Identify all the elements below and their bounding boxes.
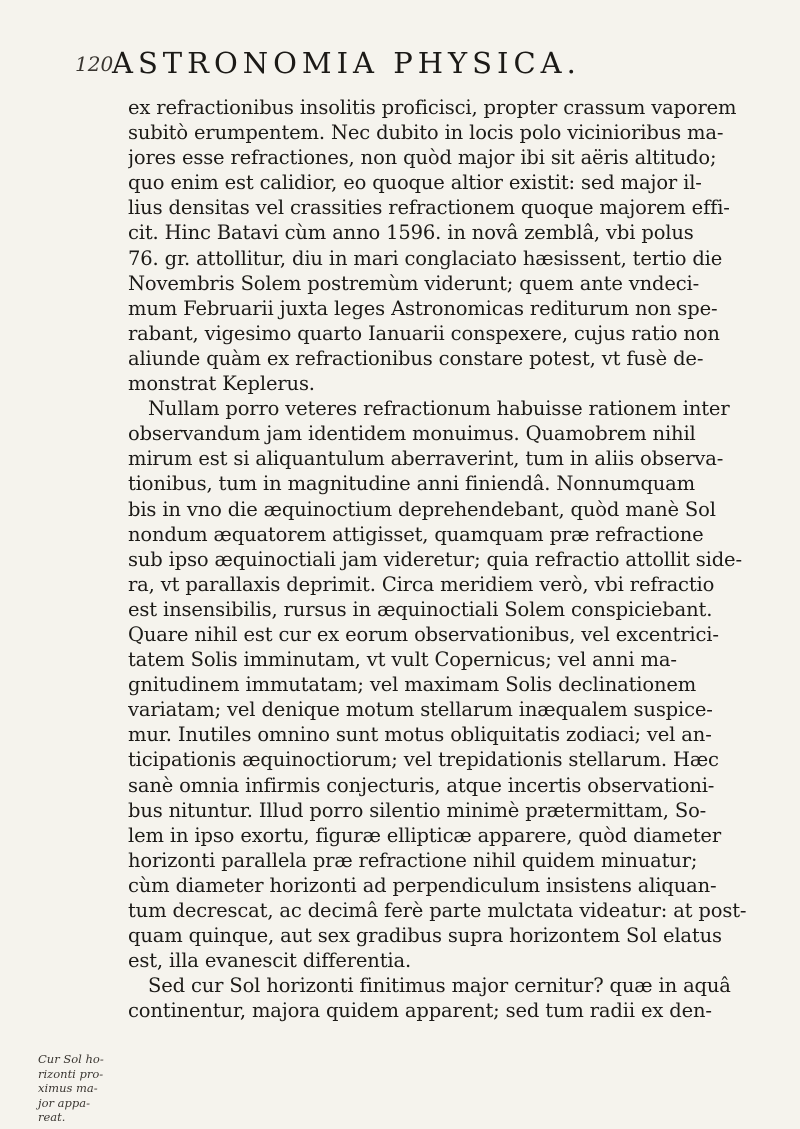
marginal-note-line: Cur Sol ho- <box>38 1052 104 1066</box>
text-line: est, illa evanescit differentia. <box>128 949 412 973</box>
text-line: cùm diameter horizonti ad perpendiculum insistens aliquan- <box>128 873 717 897</box>
text-line: jores esse refractiones, non quòd major ibi sit aëris altitudo; <box>128 146 717 170</box>
text-line: est insensibilis, rursus in æquinoctiali Solem conspiciebant. <box>128 597 713 621</box>
text-line: quo enim est calidior, eo quoque altior existit: sed major il- <box>128 171 702 195</box>
text-line: nondum æquatorem attigisset, quamquam præ refractione <box>128 522 704 546</box>
text-line: 76. gr. attollitur, diu in mari conglaciato hæsissent, tertio die <box>128 246 723 270</box>
text-line: Quare nihil est cur ex eorum observationibus, vel excentrici- <box>128 622 719 646</box>
marginal-note-line: jor appa- <box>38 1095 90 1110</box>
text-line: aliunde quàm ex refractionibus constare potest, vt fusè de- <box>128 346 704 370</box>
text-line: sanè omnia infirmis conjecturis, atque incertis observationi- <box>128 773 715 797</box>
text-line: quam quinque, aut sex gradibus supra horizontem Sol elatus <box>128 924 722 948</box>
page-number: 120 <box>75 52 114 76</box>
paragraph-start-line: Nullam porro veteres refractionum habuisse rationem inter <box>148 397 730 421</box>
marginal-note <box>38 1052 128 1125</box>
text-line: cit. Hinc Batavi cùm anno 1596. in novâ zemblâ, vbi polus <box>128 221 694 245</box>
paragraph-start-line: Sed cur Sol horizonti finitimus major cernitur? quæ in aquâ <box>148 974 731 998</box>
text-line: bus nituntur. Illud porro silentio minimè prætermittam, So- <box>128 798 707 822</box>
text-line: mur. Inutiles omnino sunt motus obliquitatis zodiaci; vel an- <box>128 723 712 747</box>
text-line: rabant, vigesimo quarto Ianuarii conspexere, cujus ratio non <box>128 321 720 345</box>
text-line: lem in ipso exortu, figuræ ellipticæ apparere, quòd diameter <box>128 823 721 847</box>
text-line: ex refractionibus insolitis proficisci, propter crassum vaporem <box>128 96 737 119</box>
text-line: observandum jam identidem monuimus. Quamobrem nihil <box>128 422 696 446</box>
marginal-note-line: reat. <box>38 1110 66 1124</box>
text-line: tionibus, tum in magnitudine anni finiendâ. Nonnumquam <box>128 472 695 496</box>
text-line: lius densitas vel crassities refractionem quoque majorem effi- <box>128 196 730 220</box>
marginal-note-line: rizonti pro- <box>38 1066 104 1081</box>
text-line: gnitudinem immutatam; vel maximam Solis declinationem <box>128 673 697 697</box>
running-head: ASTRONOMIA PHYSICA. <box>112 46 581 80</box>
text-line: mum Februarii juxta leges Astronomicas rediturum non spe- <box>128 296 718 320</box>
marginal-note-line: ximus ma- <box>38 1081 98 1095</box>
text-line: ticipationis æquinoctiorum; vel trepidationis stellarum. Hæc <box>128 748 719 772</box>
text-line: Novembris Solem postremùm viderunt; quem ante vndeci- <box>128 271 700 295</box>
body-text <box>128 95 768 1023</box>
text-line: tatem Solis imminutam, vt vult Copernicus; vel anni ma- <box>128 648 677 672</box>
text-line: bis in vno die æquinoctium deprehendebant, quòd manè Sol <box>128 497 716 521</box>
text-line: ra, vt parallaxis deprimit. Circa meridiem verò, vbi refractio <box>128 572 715 596</box>
text-line: tum decrescat, ac decimâ ferè parte mulctata videatur: at post- <box>128 899 747 922</box>
text-line: monstrat Keplerus. <box>128 372 315 396</box>
text-line: subitò erumpentem. Nec dubito in locis polo vicinioribus ma- <box>128 121 724 145</box>
text-line: mirum est si aliquantulum aberraverint, tum in aliis observa- <box>128 447 724 471</box>
text-line: continentur, majora quidem apparent; sed tum radii ex den- <box>128 999 712 1023</box>
text-line: sub ipso æquinoctiali jam videretur; quia refractio attollit side- <box>128 547 742 571</box>
text-line: variatam; vel denique motum stellarum inæqualem suspice- <box>128 698 713 722</box>
text-line: horizonti parallela præ refractione nihil quidem minuatur; <box>128 848 698 872</box>
